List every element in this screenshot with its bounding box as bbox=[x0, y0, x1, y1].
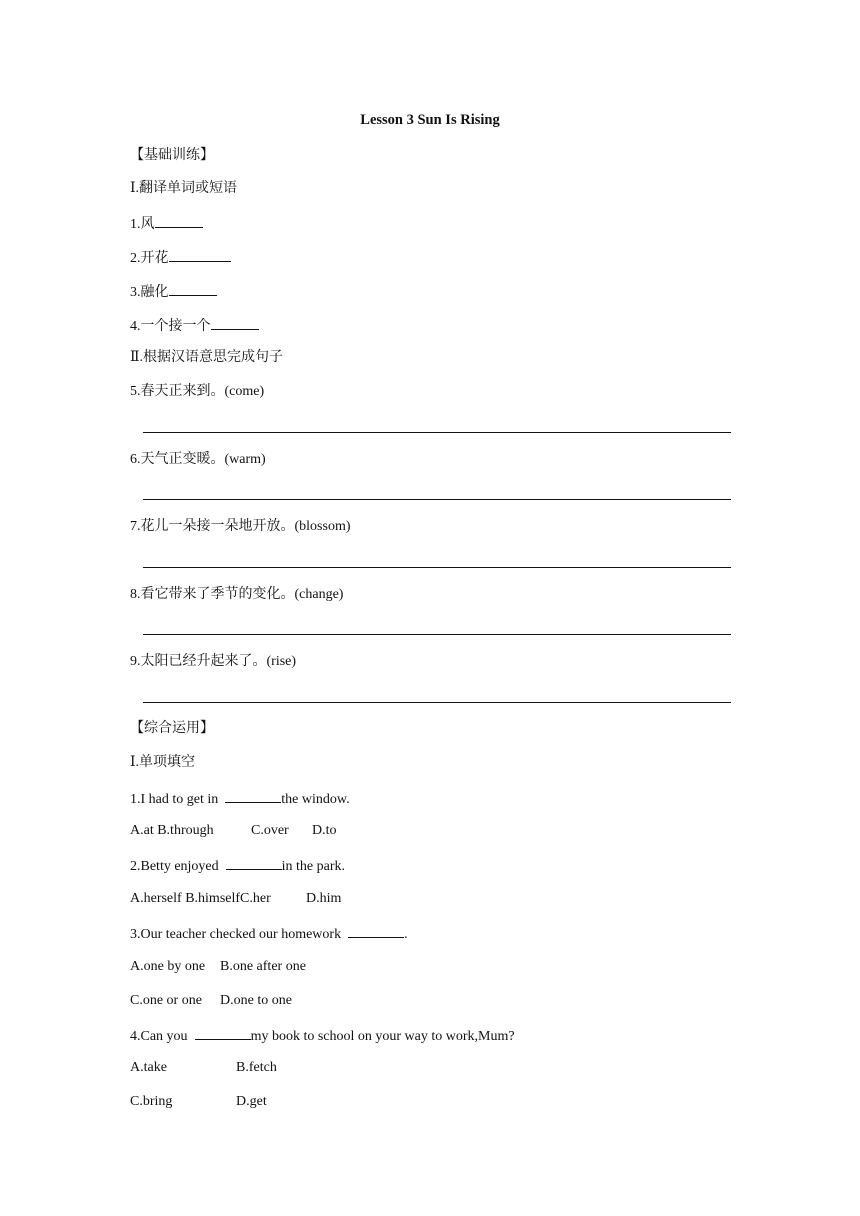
option-c[interactable]: C.over bbox=[251, 823, 289, 838]
answer-line[interactable] bbox=[143, 567, 728, 568]
section-header-comprehensive: 【综合运用】 bbox=[130, 721, 214, 736]
answer-blank[interactable] bbox=[226, 855, 282, 870]
section-header-basic: 【基础训练】 bbox=[130, 148, 214, 163]
part-title-translate: Ⅰ.翻译单词或短语 bbox=[130, 181, 238, 196]
question-1: 1.I had to get in the window. bbox=[130, 788, 350, 810]
answer-line[interactable] bbox=[143, 432, 728, 433]
translate-item-1: 1.风 bbox=[130, 213, 203, 235]
answer-blank[interactable] bbox=[155, 213, 203, 228]
option-a[interactable]: A.one by one bbox=[130, 959, 206, 974]
sentence-item-8: 8.看它带来了季节的变化。(change) bbox=[130, 587, 344, 602]
question-3-options-cd bbox=[130, 991, 292, 1011]
answer-blank[interactable] bbox=[169, 247, 231, 262]
answer-line[interactable] bbox=[143, 499, 728, 500]
answer-line[interactable] bbox=[143, 702, 728, 703]
part-title-multiple-choice: Ⅰ.单项填空 bbox=[130, 755, 196, 770]
answer-blank[interactable] bbox=[195, 1025, 251, 1040]
sentence-item-9: 9.太阳已经升起来了。(rise) bbox=[130, 654, 297, 669]
sentence-item-5: 5.春天正来到。(come) bbox=[130, 384, 265, 399]
question-2: 2.Betty enjoyed in the park. bbox=[130, 855, 345, 877]
question-3: 3.Our teacher checked our homework . bbox=[130, 923, 408, 945]
page-title: Lesson 3 Sun Is Rising bbox=[360, 112, 500, 128]
answer-blank[interactable] bbox=[211, 315, 259, 330]
option-d[interactable]: D.him bbox=[306, 891, 342, 906]
option-a[interactable]: A.take bbox=[130, 1060, 167, 1075]
option-abc[interactable]: A.herself B.himselfC.her bbox=[130, 891, 271, 906]
question-1-options bbox=[130, 821, 337, 841]
option-d[interactable]: D.one to one bbox=[220, 993, 292, 1008]
option-c[interactable]: C.one or one bbox=[130, 993, 202, 1008]
answer-blank[interactable] bbox=[348, 923, 404, 938]
question-2-options bbox=[130, 889, 341, 909]
question-4: 4.Can you my book to school on your way to work,Mum? bbox=[130, 1025, 515, 1047]
question-4-options-cd bbox=[130, 1092, 267, 1112]
question-3-options-ab bbox=[130, 957, 306, 977]
answer-blank[interactable] bbox=[169, 281, 217, 296]
part-title-complete: Ⅱ.根据汉语意思完成句子 bbox=[130, 350, 284, 365]
option-d[interactable]: D.get bbox=[236, 1094, 267, 1109]
translate-item-4: 4.一个接一个 bbox=[130, 315, 259, 337]
option-b[interactable]: B.fetch bbox=[236, 1060, 277, 1075]
option-ab[interactable]: A.at B.through bbox=[130, 823, 214, 838]
question-4-options-ab bbox=[130, 1058, 277, 1078]
answer-line[interactable] bbox=[143, 634, 728, 635]
option-d[interactable]: D.to bbox=[312, 823, 337, 838]
option-c[interactable]: C.bring bbox=[130, 1094, 173, 1109]
option-b[interactable]: B.one after one bbox=[220, 959, 306, 974]
sentence-item-6: 6.天气正变暖。(warm) bbox=[130, 452, 266, 467]
sentence-item-7: 7.花儿一朵接一朵地开放。(blossom) bbox=[130, 519, 351, 534]
translate-item-3: 3.融化 bbox=[130, 281, 217, 303]
answer-blank[interactable] bbox=[225, 788, 281, 803]
translate-item-2: 2.开花 bbox=[130, 247, 231, 269]
